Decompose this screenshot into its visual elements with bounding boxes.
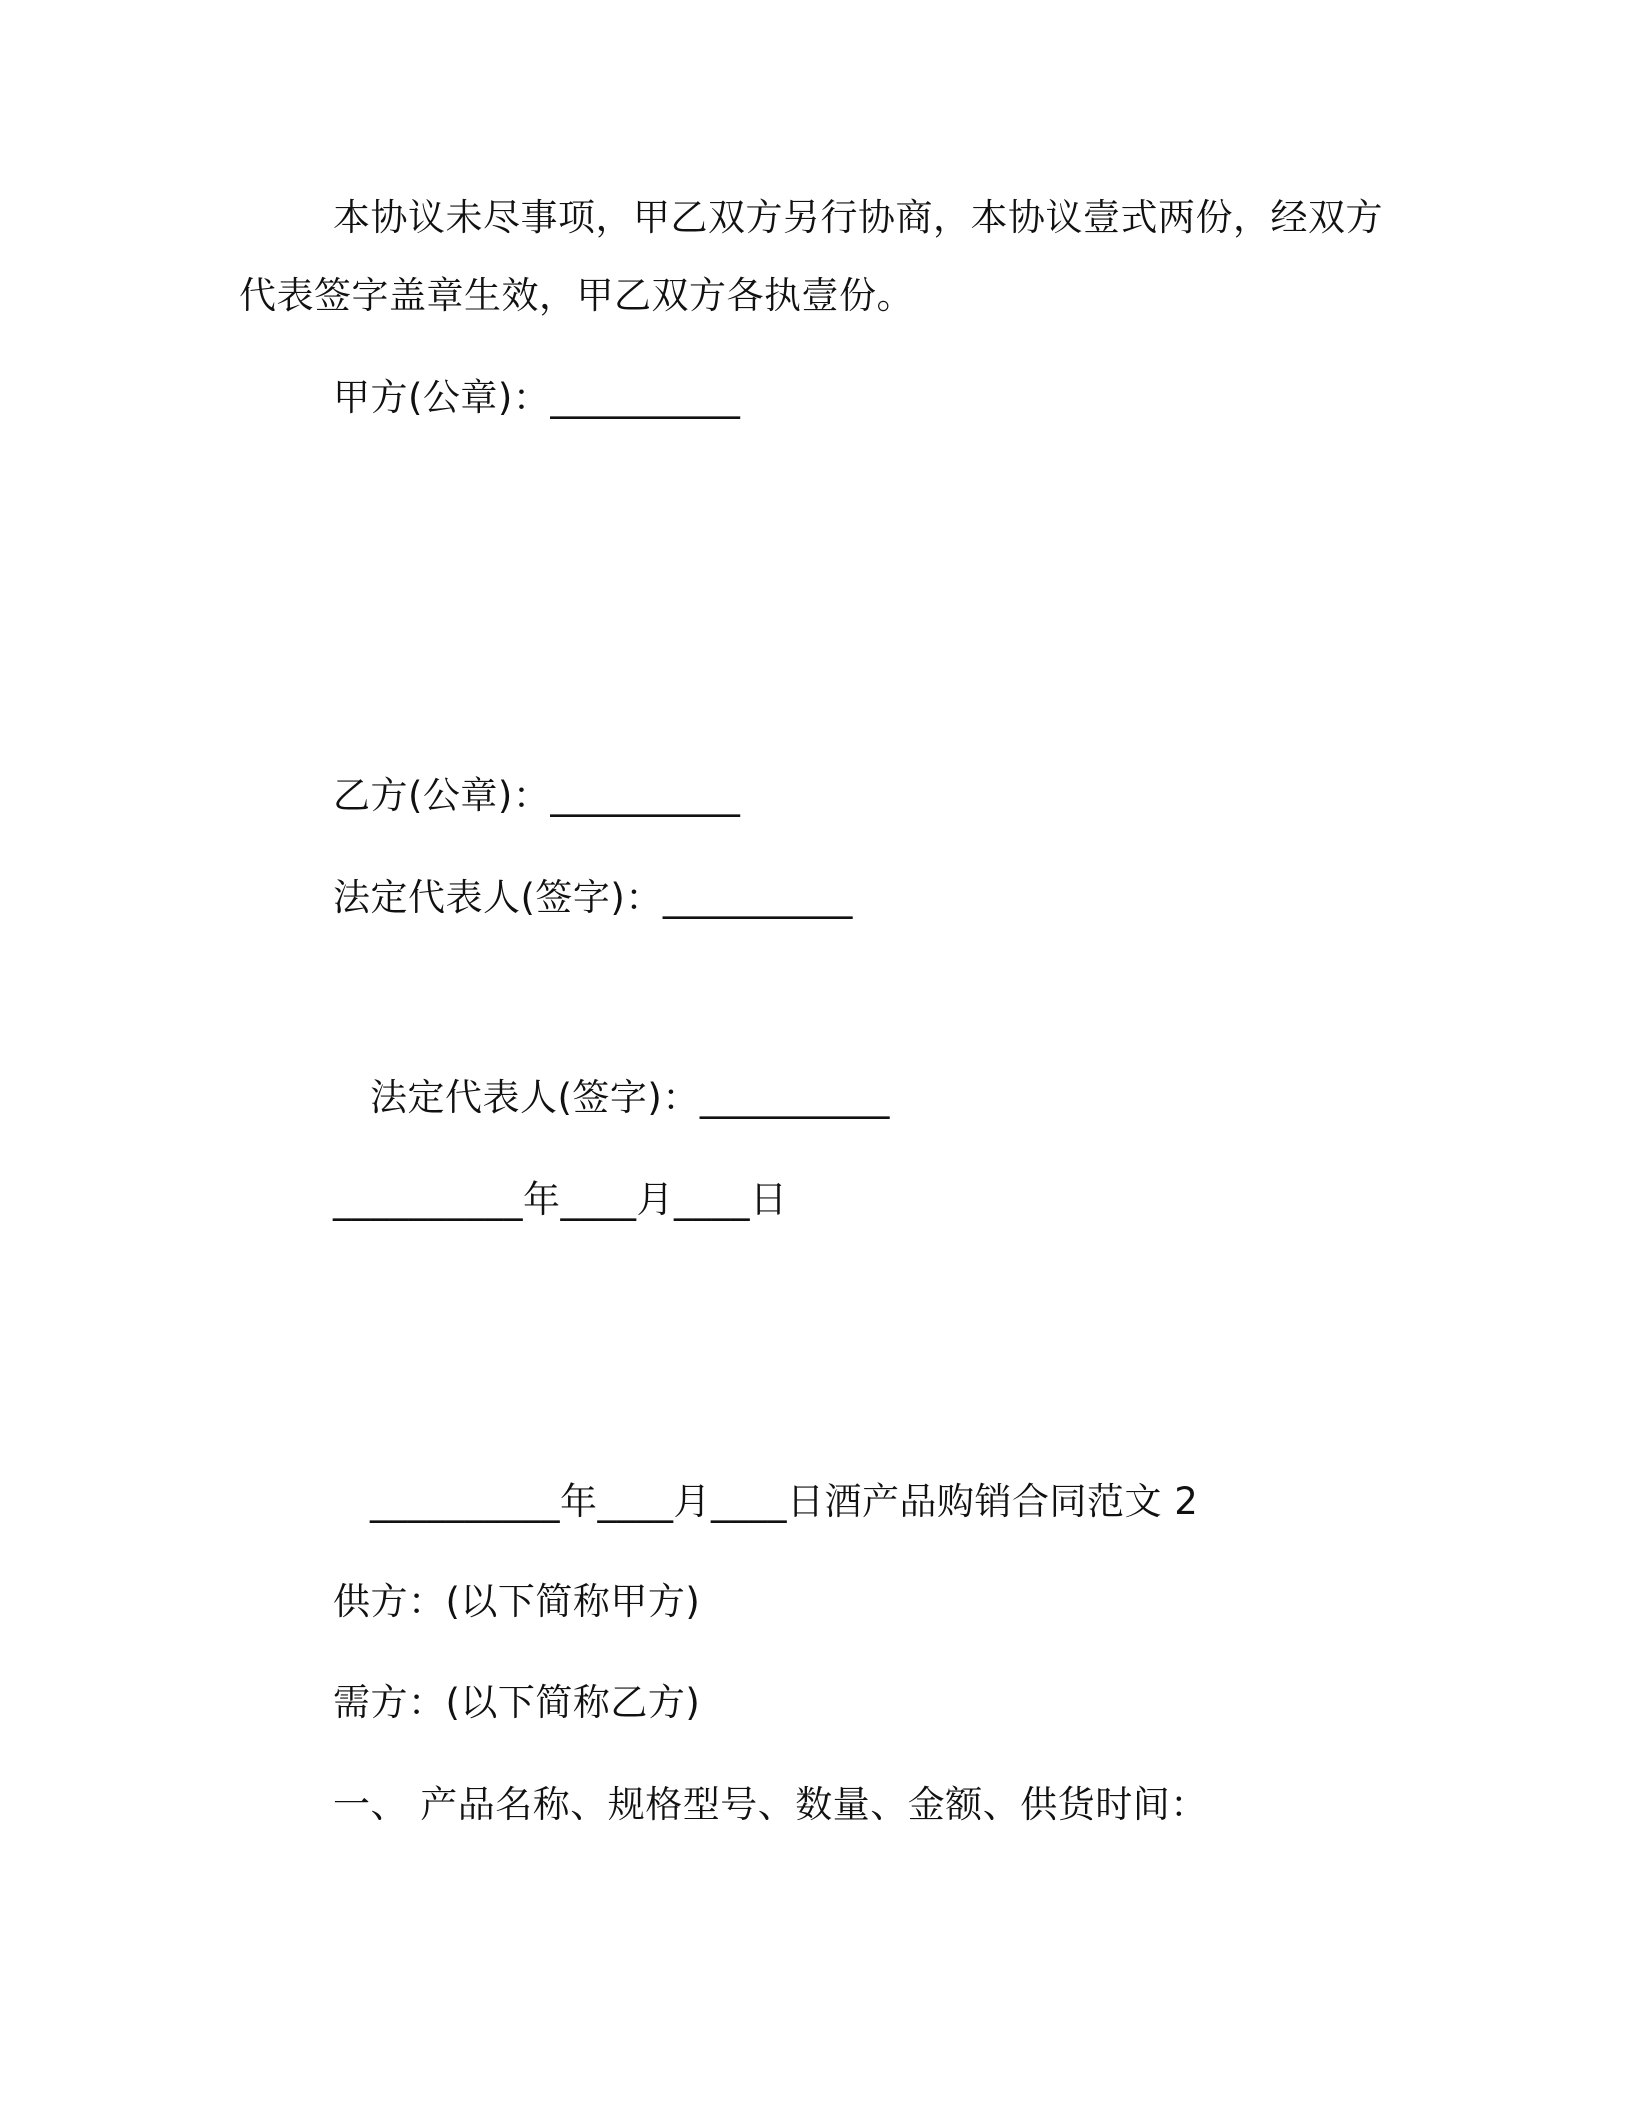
buyer-line: 需方：(以下简称乙方) (333, 1681, 701, 1724)
party-a-seal-line: 甲方(公章)：__________ (333, 376, 741, 419)
party-b-seal-line: 乙方(公章)：__________ (333, 774, 741, 817)
date-line: __________年____月____日 (333, 1178, 788, 1221)
paragraph-line: 代表签字盖章生效，甲乙双方各执壹份。 (239, 274, 914, 317)
paragraph-line: 本协议未尽事项，甲乙双方另行协商，本协议壹式两份，经双方 (333, 196, 1383, 239)
supplier-line: 供方：(以下简称甲方) (333, 1580, 701, 1623)
contract-title-line: __________年____月____日酒产品购销合同范文 2 (370, 1480, 1199, 1523)
section-heading: 一、 产品名称、规格型号、数量、金额、供货时间： (333, 1783, 1208, 1826)
legal-representative-signature-line: 法定代表人(签字)：__________ (333, 876, 853, 919)
legal-representative-signature-line: 法定代表人(签字)：__________ (370, 1076, 890, 1119)
